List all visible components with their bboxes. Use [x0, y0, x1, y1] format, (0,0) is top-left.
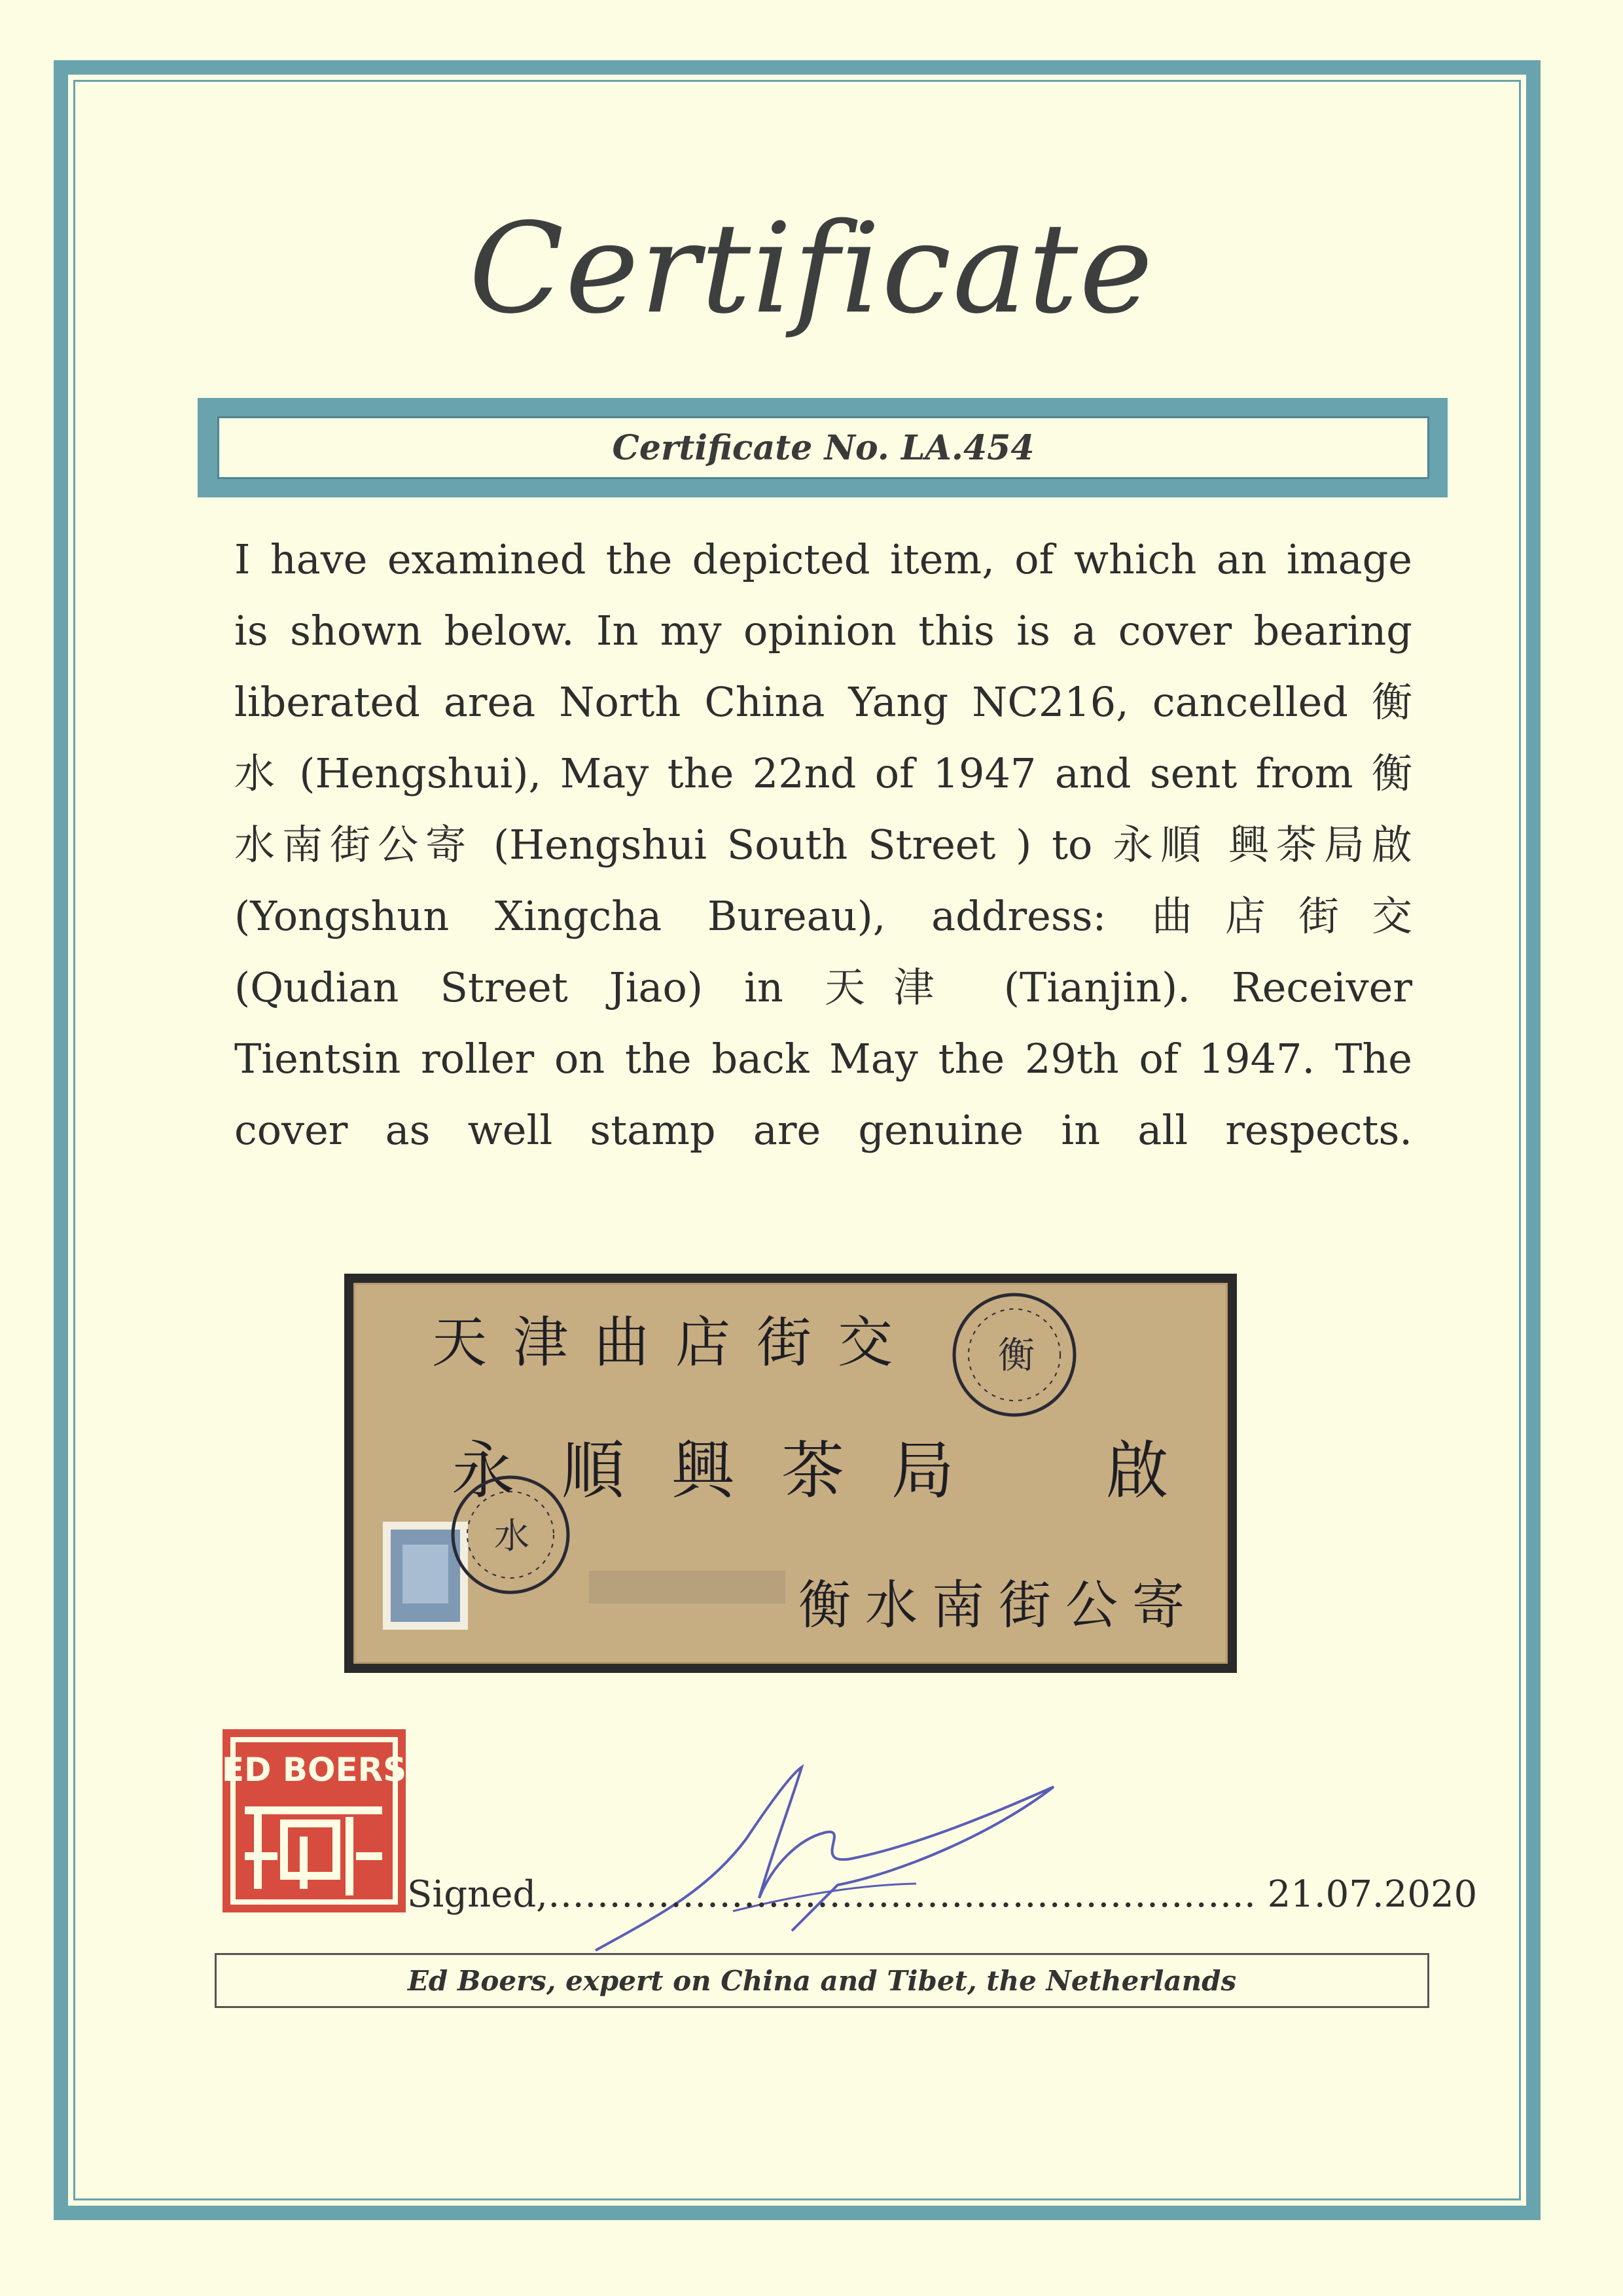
address-line-1: 天津曲店街交: [432, 1310, 919, 1374]
body-line: (Yongshun Xingcha Bureau), address: 曲店街交: [234, 892, 1412, 940]
body-line: is shown below. In my opinion this is a cover bearing: [234, 607, 1412, 655]
signature-line: Signed,…………………………………………………. 21.07.2020: [407, 1873, 1478, 1916]
postmark-top-mark: 衡: [998, 1335, 1035, 1377]
stamp: [383, 1522, 468, 1630]
sender-line: 衡水南街公寄: [798, 1575, 1199, 1636]
body-line: Tientsin roller on the back May the 29th of 1947. The: [234, 1035, 1412, 1083]
body-line: 水 (Hengshui), May the 22nd of 1947 and sent from 衡: [234, 749, 1412, 797]
body-line: liberated area North China Yang NC216, cancelled 衡: [234, 678, 1412, 726]
certificate-body: [234, 524, 1412, 1166]
seal-text: ED BOERS: [221, 1751, 407, 1789]
certificate-title: Certificate: [469, 196, 1154, 341]
signature-scribble: [576, 1761, 1060, 1957]
certificate-number: Certificate No. LA.454: [217, 416, 1429, 479]
address-line-2: 永順興茶局: [452, 1434, 1001, 1507]
cover-photo: [344, 1274, 1237, 1673]
body-line: cover as well stamp are genuine in all respects.: [234, 1106, 1412, 1154]
body-line: I have examined the depicted item, of which an image: [234, 535, 1412, 583]
body-line: (Qudian Street Jiao) in 天津 (Tianjin). Receiver: [234, 963, 1412, 1011]
address-line-3: 啟: [1106, 1434, 1169, 1507]
postmark-stamp-mark: 水: [494, 1515, 529, 1556]
body-line: 水南街公寄 (Hengshui South Street ) to 永順 興茶局啟: [234, 821, 1412, 869]
cover-envelope: [353, 1283, 1228, 1664]
ed-boers-seal: [219, 1725, 410, 1916]
expert-credit: Ed Boers, expert on China and Tibet, the Netherlands: [215, 1953, 1429, 2008]
